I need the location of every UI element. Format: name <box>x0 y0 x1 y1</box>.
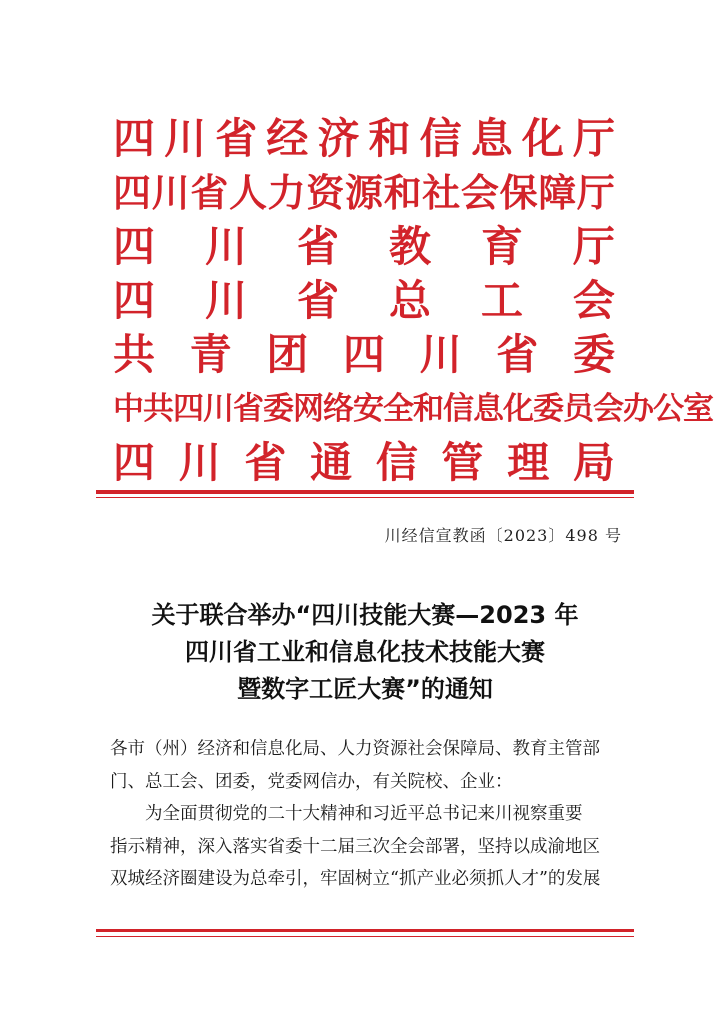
issuer-char: 会 <box>572 276 615 325</box>
issuer-char: 工 <box>480 276 523 325</box>
issuer-char: 四 <box>113 438 156 487</box>
issuer-char: 障 <box>538 171 577 215</box>
issuer-char: 委 <box>263 391 293 427</box>
issuer-char: 厅 <box>572 114 615 163</box>
body-line: 为全面贯彻党的二十大精神和习近平总书记来川视察重要 <box>145 804 583 824</box>
issuer-char: 管 <box>441 438 484 487</box>
issuer-char: 和 <box>383 171 422 215</box>
issuer-row <box>113 112 615 166</box>
letterhead-divider-thin <box>96 497 634 498</box>
issuer-char: 团 <box>266 330 309 379</box>
issuer-char: 川 <box>178 438 221 487</box>
issuer-char: 四 <box>113 222 156 271</box>
issuer-char: 员 <box>563 391 593 427</box>
issuer-char: 经 <box>266 114 309 163</box>
issuer-char: 省 <box>496 330 539 379</box>
issuer-char: 局 <box>572 438 615 487</box>
issuer-char: 四 <box>113 276 156 325</box>
issuer-row <box>113 436 615 490</box>
issuer-char: 资 <box>306 171 345 215</box>
issuer-char: 和 <box>413 391 443 427</box>
issuer-row <box>113 328 615 382</box>
issuer-row <box>113 274 615 328</box>
document-body <box>110 733 630 896</box>
issuer-char: 信 <box>443 391 473 427</box>
issuer-char: 共 <box>143 391 173 427</box>
issuer-char: 室 <box>683 391 713 427</box>
issuer-char: 川 <box>164 114 207 163</box>
issuer-char: 四 <box>173 391 203 427</box>
issuer-row <box>113 166 615 220</box>
issuer-char: 省 <box>215 114 258 163</box>
issuer-char: 省 <box>233 391 263 427</box>
issuer-char: 办 <box>623 391 653 427</box>
issuer-char: 委 <box>572 330 615 379</box>
issuer-char: 青 <box>189 330 232 379</box>
issuer-char: 会 <box>460 171 499 215</box>
issuer-char: 公 <box>653 391 683 427</box>
issuer-char: 四 <box>342 330 385 379</box>
issuer-char: 省 <box>296 222 339 271</box>
title-line: 关于联合举办“四川技能大赛—2023 年 <box>151 601 579 629</box>
issuer-char: 络 <box>323 391 353 427</box>
issuer-char: 理 <box>507 438 550 487</box>
footer-divider-thick <box>96 929 634 932</box>
issuer-char: 源 <box>344 171 383 215</box>
issuer-char: 息 <box>473 391 503 427</box>
issuer-char: 息 <box>470 114 513 163</box>
title-line: 四川省工业和信息化技术技能大赛 <box>185 638 545 666</box>
issuer-char: 和 <box>368 114 411 163</box>
issuer-row <box>113 382 713 436</box>
issuer-char: 化 <box>521 114 564 163</box>
issuer-char: 中 <box>113 391 143 427</box>
issuer-char: 社 <box>422 171 461 215</box>
issuer-char: 人 <box>228 171 267 215</box>
issuer-char: 四 <box>113 171 152 215</box>
issuer-char: 全 <box>383 391 413 427</box>
issuer-char: 安 <box>353 391 383 427</box>
body-line: 双城经济圈建设为总牵引，牢固树立“抓产业必须抓人才”的发展 <box>110 869 601 889</box>
issuer-char: 省 <box>190 171 229 215</box>
issuer-char: 川 <box>419 330 462 379</box>
issuer-char: 川 <box>203 391 233 427</box>
issuer-char: 川 <box>151 171 190 215</box>
body-line: 各市（州）经济和信息化局、人力资源社会保障局、教育主管部 <box>110 739 600 759</box>
issuer-char: 川 <box>204 222 247 271</box>
issuer-char: 网 <box>293 391 323 427</box>
letterhead-divider-thick <box>96 490 634 494</box>
issuer-char: 信 <box>375 438 418 487</box>
issuer-char: 委 <box>533 391 563 427</box>
issuer-char: 川 <box>204 276 247 325</box>
issuer-char: 保 <box>499 171 538 215</box>
document-number: 川经信宣教函〔2023〕498 号 <box>384 526 622 545</box>
issuer-char: 厅 <box>572 222 615 271</box>
body-line: 指示精神，深入落实省委十二届三次全会部署，坚持以成渝地区 <box>110 836 600 857</box>
document-title <box>96 597 634 708</box>
body-line: 门、总工会、团委，党委网信办，有关院校、企业： <box>110 771 513 792</box>
issuer-char: 通 <box>310 438 353 487</box>
issuer-char: 总 <box>388 276 431 325</box>
issuer-char: 会 <box>593 391 623 427</box>
issuer-char: 四 <box>113 114 156 163</box>
letterhead-issuers <box>113 112 713 490</box>
issuer-char: 教 <box>388 222 431 271</box>
title-line: 暨数字工匠大赛”的通知 <box>237 675 493 703</box>
issuer-char: 信 <box>419 114 462 163</box>
issuer-char: 省 <box>244 438 287 487</box>
issuer-char: 省 <box>296 276 339 325</box>
issuer-char: 共 <box>113 330 156 379</box>
issuer-char: 育 <box>480 222 523 271</box>
issuer-char: 力 <box>267 171 306 215</box>
issuer-char: 厅 <box>576 171 615 215</box>
issuer-row <box>113 220 615 274</box>
footer-divider-thin <box>96 936 634 937</box>
issuer-char: 济 <box>317 114 360 163</box>
issuer-char: 化 <box>503 391 533 427</box>
